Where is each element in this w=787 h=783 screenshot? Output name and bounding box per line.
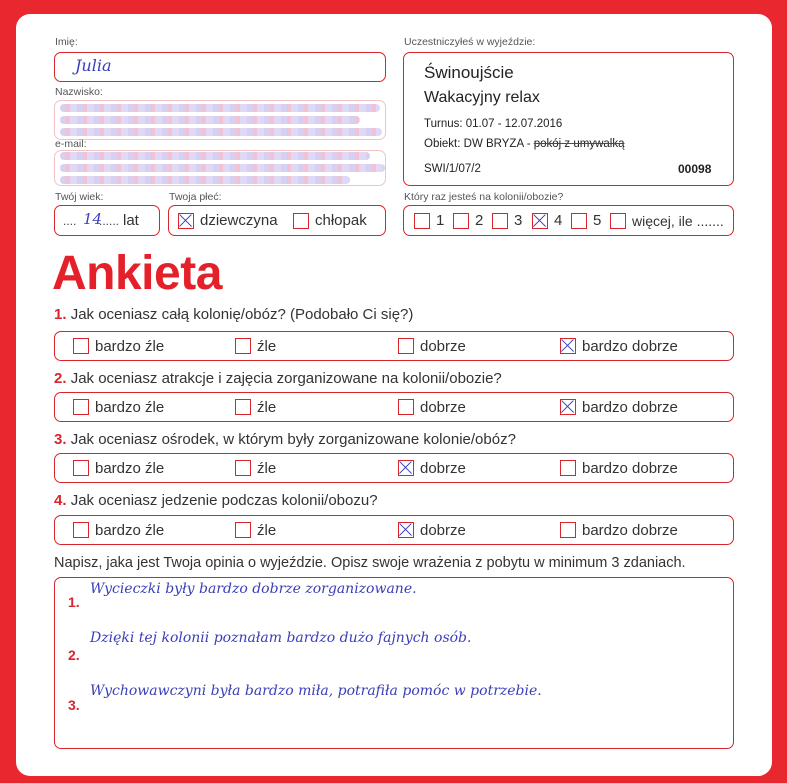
trip-city: Świnoujście [424, 63, 514, 82]
turnus-label: Turnus: [424, 118, 463, 130]
email-label: e-mail: [55, 138, 87, 150]
checkbox[interactable] [610, 213, 626, 229]
times-option-2[interactable]: 2 [453, 206, 483, 235]
times-option-3[interactable]: 3 [492, 206, 522, 235]
gender-option-female[interactable]: dziewczyna [178, 206, 278, 235]
opinion-line-number: 3. [68, 697, 80, 713]
opinion-line: Dzięki tej kolonii poznałam bardzo dużo fajnych osób. [90, 630, 472, 646]
obiekt-struck: pokój z umywalką [533, 138, 625, 150]
name-label: Imię: [55, 36, 78, 48]
checkbox-checked[interactable] [532, 213, 548, 229]
name-field[interactable] [54, 52, 386, 82]
redaction-mark [60, 116, 360, 124]
rating-option[interactable]: źle [235, 516, 276, 544]
redaction-mark [60, 176, 350, 184]
redaction-mark [60, 128, 382, 136]
age-label: Twój wiek: [55, 191, 104, 203]
trip-name: Wakacyjny relax [424, 89, 540, 106]
age-dots-right: ...... [99, 214, 120, 228]
rating-option[interactable]: bardzo źle [73, 454, 164, 482]
checkbox[interactable] [398, 338, 414, 354]
checkbox-checked[interactable] [560, 338, 576, 354]
page-title: Ankieta [52, 247, 222, 300]
rating-option[interactable]: dobrze [398, 332, 466, 360]
checkbox[interactable] [293, 213, 309, 229]
turnus-value: 01.07 - 12.07.2016 [465, 118, 563, 130]
rating-option[interactable]: źle [235, 393, 276, 421]
question-2: 2. Jak oceniasz atrakcje i zajęcia zorganizowane na kolonii/obozie? [54, 370, 502, 387]
redaction-mark [60, 164, 385, 172]
redaction-mark [60, 152, 370, 160]
rating-option[interactable]: źle [235, 454, 276, 482]
checkbox[interactable] [235, 522, 251, 538]
redaction-mark [60, 104, 380, 112]
rating-row-2 [54, 392, 734, 422]
checkbox-checked[interactable] [398, 460, 414, 476]
gender-label: Twoja płeć: [169, 191, 222, 203]
gender-field [168, 205, 386, 236]
age-field[interactable] [54, 205, 160, 236]
checkbox[interactable] [235, 460, 251, 476]
obiekt-label: Obiekt: [424, 138, 461, 150]
rating-option[interactable]: bardzo źle [73, 516, 164, 544]
rating-row-4 [54, 515, 734, 545]
times-field [403, 205, 734, 236]
checkbox[interactable] [492, 213, 508, 229]
trip-number: 00098 [678, 162, 712, 176]
rating-row-1 [54, 331, 734, 361]
times-label: Który raz jesteś na kolonii/obozie? [404, 191, 564, 203]
times-option-4[interactable]: 4 [532, 206, 562, 235]
checkbox[interactable] [560, 460, 576, 476]
opinion-prompt: Napisz, jaka jest Twoja opinia o wyjeździe. Opisz swoje wrażenia z pobytu w minimum 3 zdaniach. [54, 555, 686, 571]
question-4: 4. Jak oceniasz jedzenie podczas kolonii/obozu? [54, 492, 378, 509]
checkbox[interactable] [235, 338, 251, 354]
opinion-line-number: 1. [68, 594, 80, 610]
checkbox[interactable] [453, 213, 469, 229]
checkbox[interactable] [73, 522, 89, 538]
trip-box [403, 52, 734, 186]
age-unit: lat [123, 212, 139, 229]
checkbox-checked[interactable] [178, 213, 194, 229]
times-option-1[interactable]: 1 [414, 206, 444, 235]
age-value: 14 [83, 210, 103, 228]
checkbox[interactable] [414, 213, 430, 229]
rating-row-3 [54, 453, 734, 483]
rating-option[interactable]: bardzo źle [73, 393, 164, 421]
checkbox[interactable] [560, 522, 576, 538]
rating-option[interactable]: bardzo dobrze [560, 516, 678, 544]
name-value: Julia [75, 56, 112, 75]
surname-label: Nazwisko: [55, 86, 103, 98]
gender-option-male[interactable]: chłopak [293, 206, 367, 235]
opinion-textarea[interactable] [54, 577, 734, 749]
rating-option[interactable]: bardzo dobrze [560, 454, 678, 482]
trip-label: Uczestniczyłeś w wyjeździe: [404, 36, 536, 48]
opinion-line-number: 2. [68, 647, 80, 663]
trip-code: SWI/1/07/2 [424, 163, 481, 175]
checkbox[interactable] [235, 399, 251, 415]
checkbox[interactable] [73, 399, 89, 415]
rating-option[interactable]: dobrze [398, 516, 466, 544]
checkbox-checked[interactable] [560, 399, 576, 415]
checkbox[interactable] [398, 399, 414, 415]
checkbox[interactable] [73, 338, 89, 354]
rating-option[interactable]: bardzo dobrze [560, 393, 678, 421]
rating-option[interactable]: źle [235, 332, 276, 360]
opinion-line: Wychowawczyni była bardzo miła, potrafiła pomóc w potrzebie. [90, 683, 542, 699]
checkbox-checked[interactable] [398, 522, 414, 538]
rating-option[interactable]: bardzo dobrze [560, 332, 678, 360]
obiekt-value: DW BRYZA - [463, 138, 531, 150]
question-1: 1. Jak oceniasz całą kolonię/obóz? (Podobało Ci się?) [54, 306, 414, 323]
age-dots-left: .... [63, 214, 77, 228]
times-option-5[interactable]: 5 [571, 206, 601, 235]
checkbox[interactable] [571, 213, 587, 229]
checkbox[interactable] [73, 460, 89, 476]
question-3: 3. Jak oceniasz ośrodek, w którym były zorganizowane kolonie/obóz? [54, 431, 516, 448]
rating-option[interactable]: bardzo źle [73, 332, 164, 360]
opinion-line: Wycieczki były bardzo dobrze zorganizowane. [90, 581, 417, 597]
rating-option[interactable]: dobrze [398, 393, 466, 421]
times-option-more[interactable]: więcej, ile ....... [610, 206, 724, 235]
rating-option[interactable]: dobrze [398, 454, 466, 482]
